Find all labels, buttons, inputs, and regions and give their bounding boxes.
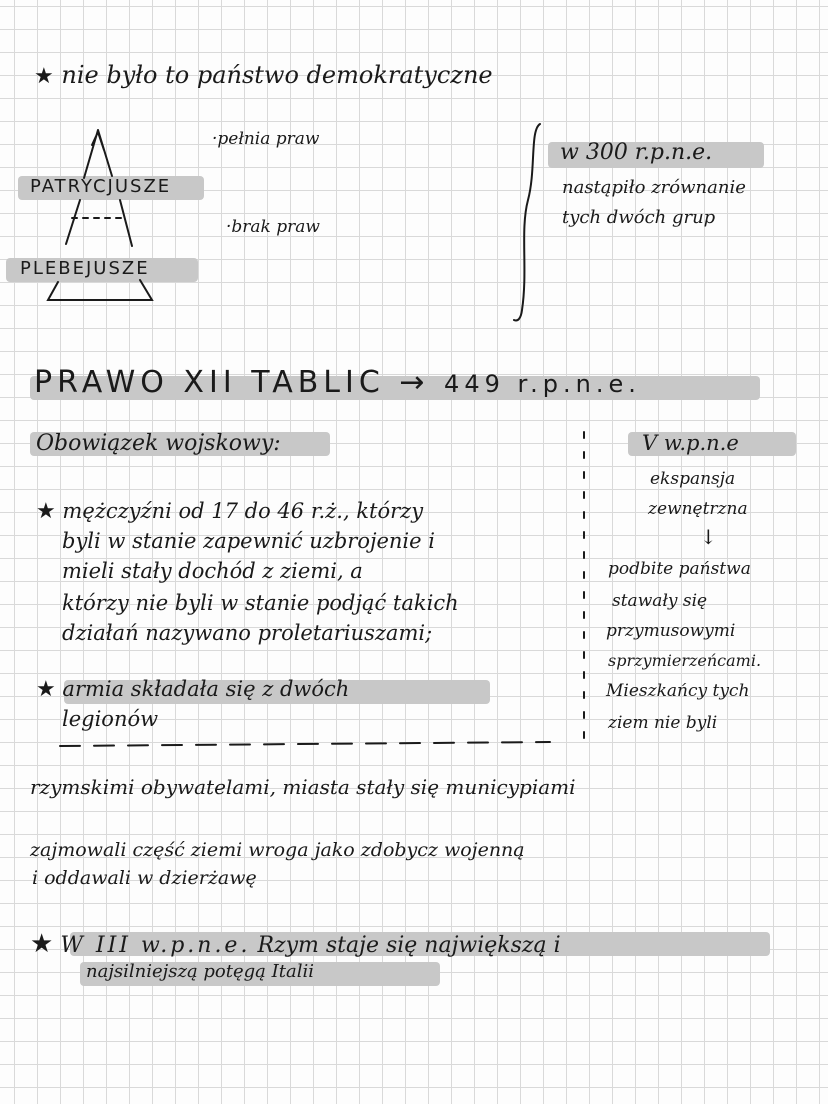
military-line-0	[36, 500, 423, 524]
continuation-line-2: zajmowali część ziemi wroga jako zdobycz wojenną	[30, 839, 525, 861]
twelve-tables-title: PRAWO XII TABLIC	[34, 365, 385, 400]
equalization-year: w 300 r.p.n.e.	[560, 140, 713, 165]
down-arrow-icon: ↓	[700, 525, 717, 549]
star-icon: ★	[30, 929, 54, 959]
side-line-0: ekspansja	[650, 469, 736, 489]
plebeians-label: PLEBEJUSZE	[20, 258, 150, 279]
intro-line	[34, 62, 493, 89]
pyramid-top-icon	[84, 130, 112, 178]
equalization-line-2: tych dwóch grup	[562, 207, 716, 228]
patricians-rights: ·pełnia praw	[212, 129, 320, 149]
military-line-4: działań nazywano proletariuszami;	[62, 621, 433, 645]
pyramid-middle-icon	[66, 200, 132, 246]
legion-line-2: legionów	[62, 707, 159, 731]
star-icon: ★	[36, 499, 56, 524]
side-century: V w.p.n.e	[642, 431, 739, 455]
continuation-line-1: rzymskimi obywatelami, miasta stały się municypiami	[30, 775, 576, 799]
continuation-line-3: i oddawali w dzierżawę	[32, 867, 257, 889]
twelve-tables-year: 449 r.p.n.e.	[444, 370, 641, 398]
legion-text: armia składała się z dwóch	[62, 677, 350, 701]
side-line-4: stawały się	[612, 591, 708, 611]
not-democratic-text: nie było to państwo demokratyczne	[61, 61, 493, 89]
plebeians-rights: ·brak praw	[226, 217, 320, 237]
twelve-tables-heading	[34, 366, 641, 399]
star-icon: ★	[34, 64, 54, 89]
side-line-7: Mieszkańcy tych	[606, 681, 750, 701]
military-line-3: którzy nie byli w stanie podjąć takich	[62, 591, 459, 615]
footer-line-2: najsilniejszą potęgą Italii	[86, 961, 314, 982]
section-divider	[60, 742, 550, 746]
footer-century: W III w.p.n.e.	[60, 933, 251, 958]
patricians-label: PATRYCJUSZE	[30, 176, 172, 197]
pyramid-base-icon	[48, 280, 152, 300]
side-line-5: przymusowymi	[606, 621, 736, 641]
equalization-line-1: nastąpiło zrównanie	[562, 177, 746, 198]
footer-line-1-rest: Rzym staje się największą i	[257, 933, 561, 958]
side-line-6: sprzymierzeńcami.	[608, 651, 762, 670]
legion-line-1	[36, 678, 349, 702]
side-line-1: zewnętrzna	[648, 499, 748, 519]
footer-line-1	[30, 930, 561, 959]
brace-icon	[514, 124, 540, 321]
military-text: mężczyźni od 17 do 46 r.ż., którzy	[62, 499, 424, 523]
military-line-1: byli w stanie zapewnić uzbrojenie i	[62, 529, 435, 553]
side-line-8: ziem nie byli	[608, 713, 718, 733]
military-heading: Obowiązek wojskowy:	[36, 431, 281, 456]
star-icon: ★	[36, 677, 56, 702]
side-line-3: podbite państwa	[608, 559, 751, 579]
arrow-right-icon: →	[399, 365, 430, 400]
military-line-2: mieli stały dochód z ziemi, a	[62, 559, 363, 583]
